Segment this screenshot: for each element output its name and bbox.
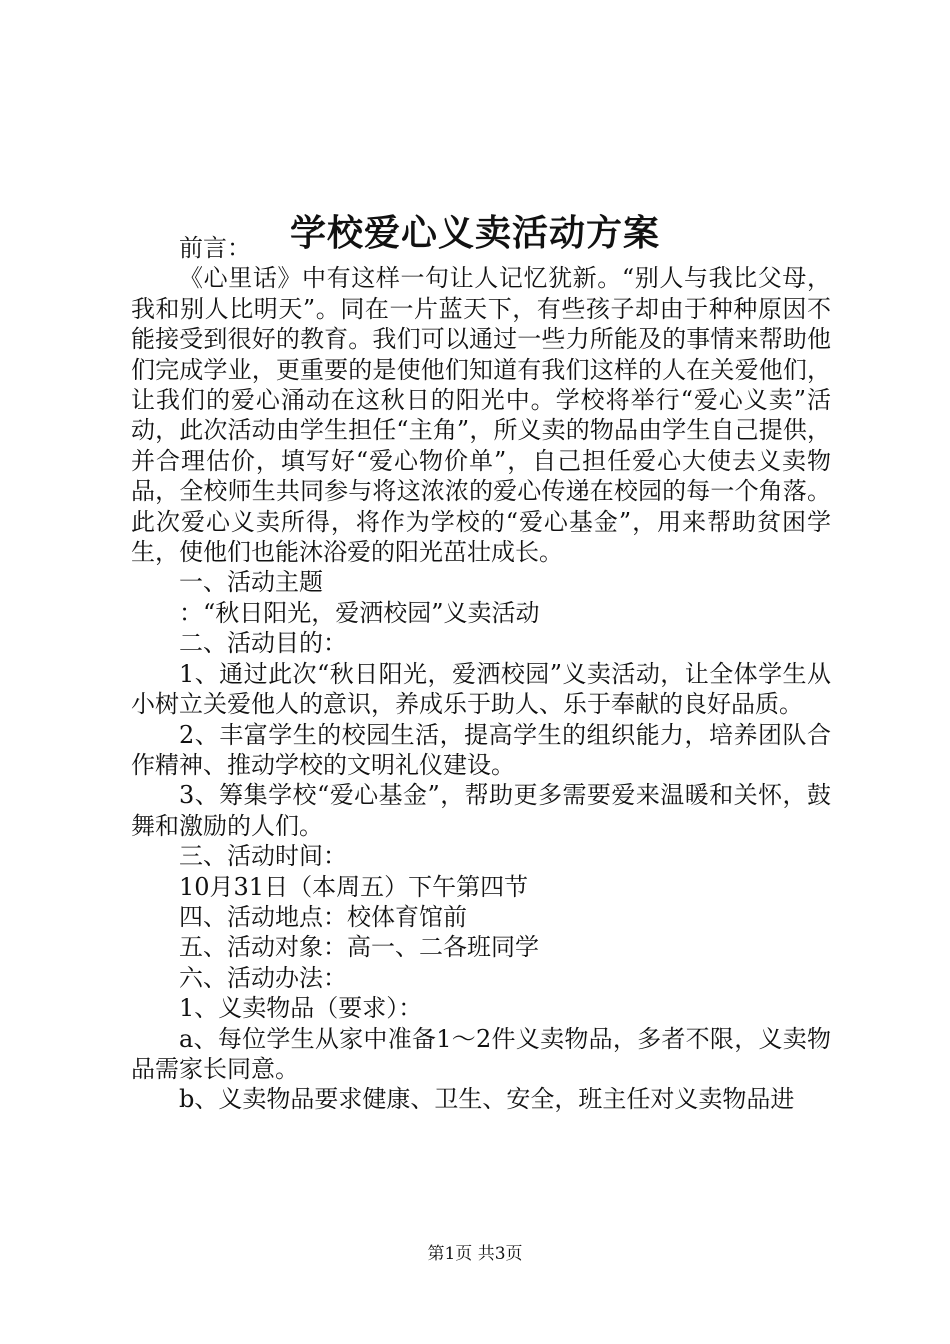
page-footer: 第1页 共3页 [427,1244,523,1264]
paragraph-purpose-heading: 二、活动目的： [179,629,347,658]
paragraph-location: 四、活动地点：校体育馆前 [179,902,467,931]
page-title: 学校爱心义卖活动方案 [289,212,660,255]
paragraph-purpose-3: 3、筹集学校“爱心基金”，帮助更多需要爱来温暖和关怀，鼓舞和激励的人们。 [131,781,831,840]
document-body [131,233,831,1115]
paragraph-preface-heading: 前言： [179,234,251,262]
paragraph-theme: ：“秋日阳光，爱洒校园”义卖活动 [179,598,540,627]
paragraph-purpose-1: 1、通过此次“秋日阳光，爱洒校园”义卖活动，让全体学生从小树立关爱他人的意识，养成乐于助人、乐于奉献的良好品质。 [131,659,831,719]
paragraph-participants: 五、活动对象：高一、二各班同学 [179,933,539,962]
paragraph-time: 10月31日（本周五）下午第四节 [179,872,529,901]
paragraph-items-heading: 1、义卖物品（要求）： [179,994,423,1023]
paragraph-preface: 《心里话》中有这样一句让人记忆犹新。“别人与我比父母，我和别人比明天”。同在一片蓝天下，有些孩子却由于种种原因不能接受到很好的教育。我们可以通过一些力所能及的事情来帮助他们完成学业，更重要的是使他们知道有我们这样的人在关爱他们，让我们的爱心涌动在这秋日的阳光中。学校将举行“爱心义卖”活动，此次活动由学生担任“主角”，所义卖的物品由学生自己提供，并合理估价，填写好“爱心物价单”，自己担任爱心大使去义卖物品，全校师生共同参与将这浓浓的爱心传递在校园的每一个角落。此次爱心义卖所得，将作为学校的“爱心基金”，用来帮助贫困学生，使他们也能沐浴爱的阳光茁壮成长。 [131,264,831,567]
paragraph-theme-heading: 一、活动主题 [179,568,323,597]
paragraph-purpose-2: 2、丰富学生的校园生活，提高学生的组织能力，培养团队合作精神、推动学校的文明礼仪建设。 [131,720,831,779]
paragraph-items-b: b、义卖物品要求健康、卫生、安全，班主任对义卖物品进 [179,1085,795,1114]
paragraph-method-heading: 六、活动办法： [179,963,347,992]
paragraph-items-a: a、每位学生从家中准备1～2件义卖物品，多者不限，义卖物品需家长同意。 [131,1024,831,1083]
paragraph-time-heading: 三、活动时间： [179,842,347,871]
